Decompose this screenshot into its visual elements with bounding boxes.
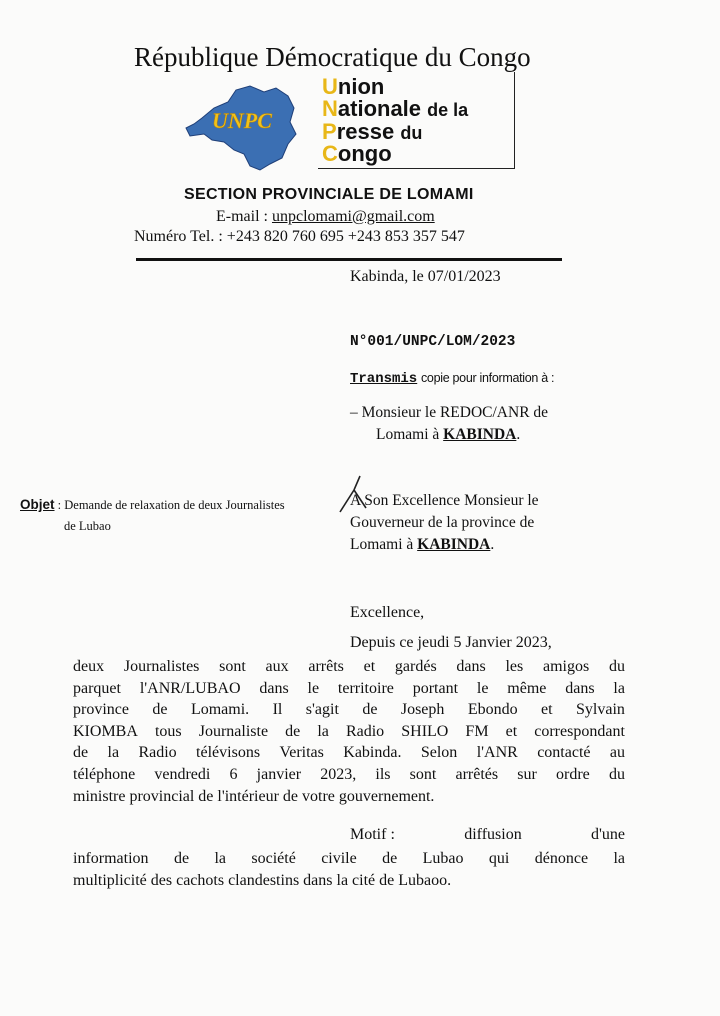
- org-line-2: Nationale de la: [322, 96, 469, 121]
- addressee-line-1: A Son Excellence Monsieur le: [350, 492, 539, 509]
- paragraph-2-first-line: Motif : diffusion d'une: [350, 826, 625, 843]
- reference-number: N°001/UNPC/LOM/2023: [350, 334, 516, 350]
- paragraph-line: deux Journalistes sont aux arrêts et gardés dans les amigos du: [73, 658, 625, 675]
- email-line: E-mail : unpclomami@gmail.com: [216, 208, 435, 225]
- section-title: SECTION PROVINCIALE DE LOMAMI: [184, 186, 474, 203]
- logo-text: UNPC: [212, 108, 272, 133]
- paragraph-line: téléphone vendredi 6 janvier 2023, ils sont arrêtés sur ordre du: [73, 765, 625, 783]
- header-divider: [136, 258, 562, 261]
- paragraph-line: de la Radio télévisons Veritas Kabinda. Selon l'ANR contacté au: [73, 744, 625, 762]
- addressee-line-3: Lomami à KABINDA.: [350, 536, 495, 553]
- paragraph-2: [73, 848, 625, 891]
- objet-line-1: Objet : Demande de relaxation de deux Journalistes: [20, 497, 285, 512]
- salutation: Excellence,: [350, 604, 425, 621]
- paragraph-line: KIOMBA tous Journaliste de la Radio SHILO FM et correspondant: [73, 722, 625, 740]
- email-link[interactable]: unpclomami@gmail.com: [271, 208, 435, 225]
- copy-recipient-line-1: – Monsieur le REDOC/ANR de: [350, 404, 549, 421]
- unpc-logo-map-icon: [184, 78, 304, 178]
- addressee-line-2: Gouverneur de la province de: [350, 514, 535, 531]
- copy-recipient-line-2: Lomami à KABINDA.: [376, 426, 521, 443]
- country-title: République Démocratique du Congo: [134, 42, 531, 72]
- paragraph-line: parquet l'ANR/LUBAO dans le territoire portant le même dans la: [73, 679, 625, 697]
- org-line-4: Congo: [322, 141, 392, 166]
- paragraph-line: ministre provincial de l'intérieur de votre gouvernement.: [73, 787, 435, 805]
- org-line-1: Union: [322, 74, 385, 99]
- date-line: Kabinda, le 07/01/2023: [350, 268, 501, 285]
- paragraph-line: province de Lomami. Il s'agit de Joseph Ebondo et Sylvain: [73, 701, 625, 719]
- paragraph-1: [73, 656, 625, 807]
- paragraph-line: information de la société civile de Lubao qui dénonce la: [73, 850, 625, 867]
- objet-line-2: de Lubao: [64, 519, 111, 533]
- org-line-3: Presse du: [322, 119, 423, 144]
- paragraph-1-first-line: Depuis ce jeudi 5 Janvier 2023,: [350, 634, 552, 651]
- paragraph-line: multiplicité des cachots clandestins dans la cité de Lubaoo.: [73, 871, 452, 889]
- phone-line: Numéro Tel. : +243 820 760 695 +243 853 357 547: [134, 228, 465, 245]
- transmis-line: Transmis copie pour information à :: [350, 371, 555, 387]
